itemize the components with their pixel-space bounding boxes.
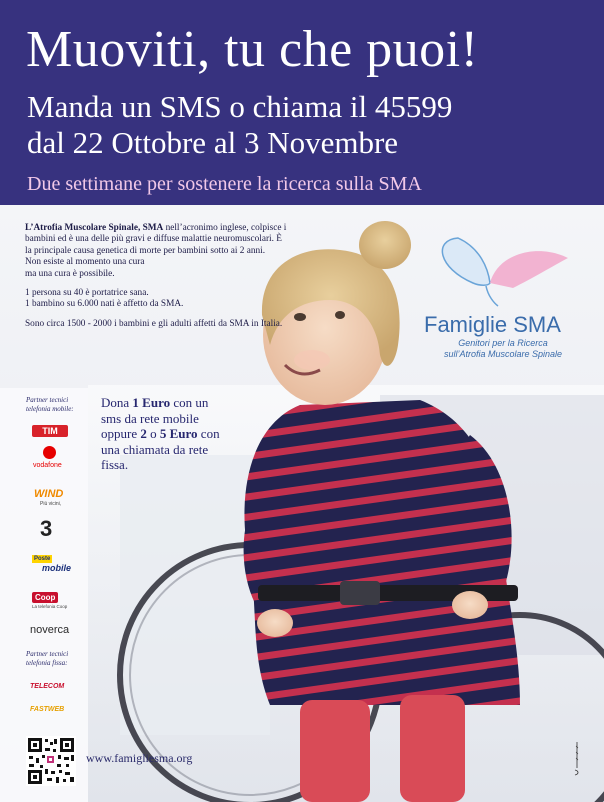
qr-code-icon [26, 736, 76, 786]
fixed-partners-label: Partner tecnici telefonia fissa: [26, 650, 69, 667]
noverca-logo: noverca [30, 624, 70, 636]
wind-slogan: Più vicini, [40, 501, 62, 507]
subline-dates: dal 22 Ottobre al 3 Novembre [27, 125, 399, 160]
website-link[interactable]: www.famigliesma.org [86, 751, 193, 765]
coop-slogan: La telefonia Coop [32, 604, 68, 609]
donate-text-3: o [146, 426, 160, 441]
donate-text-1: Dona [101, 395, 133, 410]
info-cure-possible: ma una cura è possibile. [25, 268, 115, 279]
info-paragraph-1 [25, 223, 290, 280]
donate-text-2: con un sms da rete mobile oppure [101, 395, 209, 441]
logo-tagline-line1: Genitori per la Ricerca [458, 338, 548, 348]
headline: Muoviti, tu che puoi! [26, 21, 479, 78]
vodafone-logo: vodafone [33, 462, 62, 469]
qr-code[interactable] [26, 736, 76, 786]
photo-credit-signature [573, 740, 581, 778]
info-paragraph-3: Sono circa 1500 - 2000 i bambini e gli adulti affetti da SMA in Italia. [25, 318, 283, 329]
info-sma-desc: nell’acronimo inglese, colpisce i bambini ed è una delle più gravi e diffuse malattie neuromuscolari. È la principale causa genetica di morte per bambini sotto ai 2 anni. [25, 223, 287, 256]
donate-two: 2 [140, 426, 147, 441]
info-sma-title: L’Atrofia Muscolare Spinale, SMA [25, 223, 164, 233]
info-text [25, 223, 290, 338]
logo-tagline [418, 338, 588, 360]
info-no-cure: Non esiste al momento una cura [25, 257, 145, 268]
poste-logo: Poste [34, 556, 51, 562]
tre-logo: 3 [40, 516, 53, 541]
telecom-logo: TELECOM [30, 683, 65, 690]
coop-logo: Coop [32, 592, 58, 603]
famiglie-sma-logo [418, 228, 593, 363]
donation-instructions [101, 395, 221, 473]
tagline: Due settimane per sostenere la ricerca sulla SMA [27, 173, 422, 195]
logo-wordmark: Famiglie SMA [424, 312, 561, 337]
subline-sms: Manda un SMS o chiama il 45599 [27, 89, 453, 124]
poste-mobile-logo: mobile [42, 563, 72, 573]
donate-text-4: con una chiamata da rete fissa. [101, 426, 220, 472]
fastweb-logo: FASTWEB [30, 706, 65, 713]
logo-tagline-line2: sull’Atrofia Muscolare Spinale [443, 349, 563, 359]
header-band [0, 0, 604, 205]
donate-five-euro: 5 Euro [159, 426, 198, 441]
wind-logo: WIND [34, 488, 64, 500]
tim-logo: TIM [32, 425, 68, 437]
info-carrier-stat: 1 persona su 40 è portatrice sana. [25, 288, 149, 299]
vodafone-icon [43, 446, 56, 459]
donate-one-euro: 1 Euro [132, 395, 171, 410]
info-paragraph-2 [25, 288, 290, 311]
info-birth-stat: 1 bambino su 6.000 nati è affetto da SMA. [25, 299, 184, 310]
butterfly-wings-icon [418, 228, 593, 313]
mobile-partners-label: Partner tecnici telefonia mobile: [26, 396, 74, 413]
